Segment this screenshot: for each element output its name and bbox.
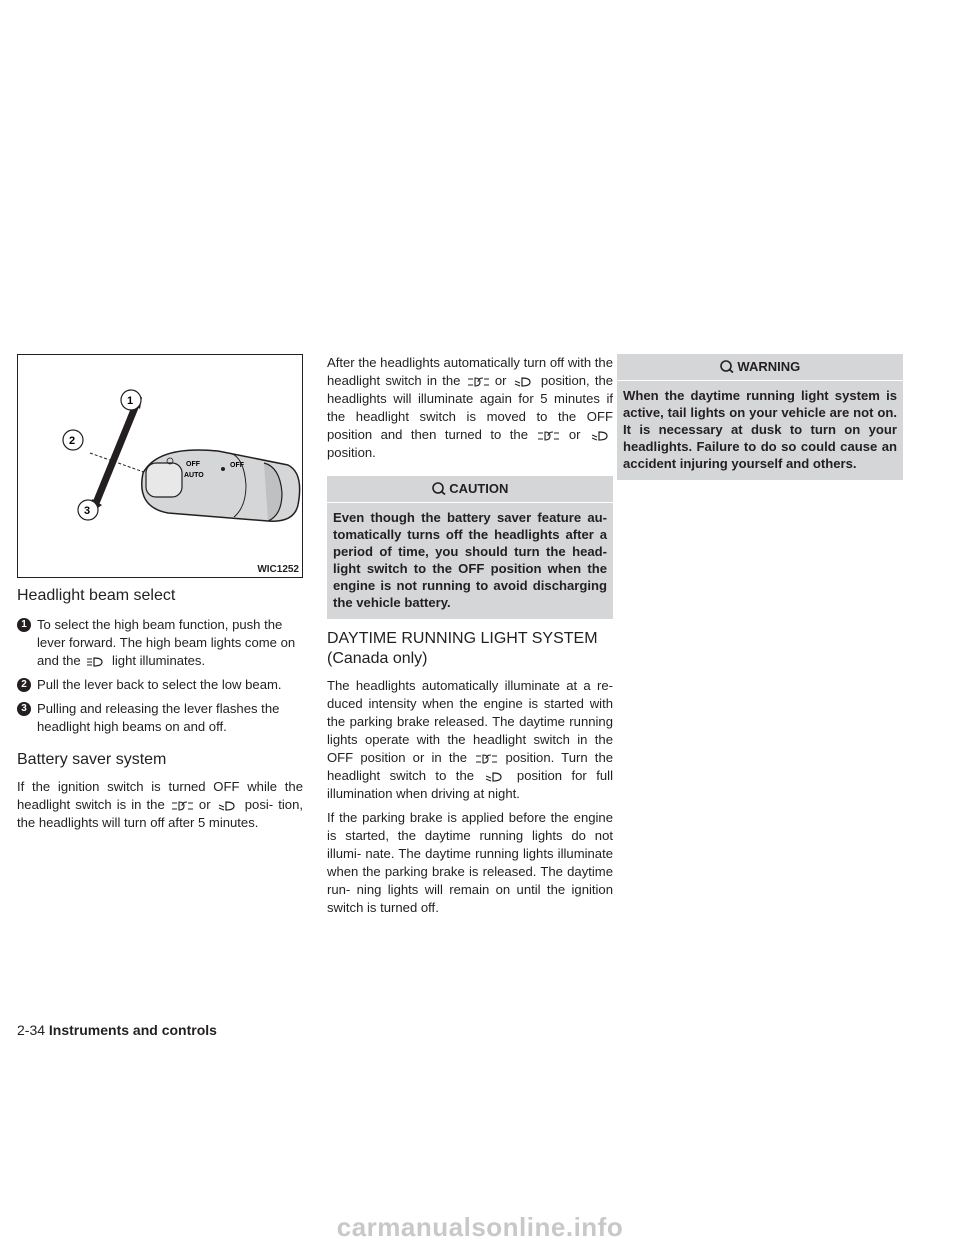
caution-text: Even though the battery saver feature au- tomatically turns off the headlights after a period of time, you should turn the head- light switch to the OFF position when the engine is not running to avoid discharging the vehicle battery.: [333, 510, 607, 610]
drl-paragraph-2: If the parking brake is applied before the engine is started, the daytime running lights do not illumi- nate. The daytime running lights illuminate when the parking brake is released. The daytime run- ning lights will remain on until the ignition switch is turned off.: [327, 810, 613, 915]
heading-headlight-beam-select: Headlight beam select: [17, 587, 176, 604]
drl-p1-text-a: The headlights automatically illuminate at a re- duced intensity when the engine is started with the parking brake released. The daytime running lights operate with the headlight switch in the OFF position or in the: [327, 678, 613, 765]
caution-box: [327, 476, 613, 619]
column-middle: [327, 354, 613, 917]
heading-battery-saver: Battery saver system: [17, 751, 167, 768]
column-left: [17, 354, 303, 832]
parking-light-icon: [466, 376, 490, 388]
list-item-1-text-b: light illuminates.: [111, 653, 206, 668]
headlight-switch-figure: [17, 354, 303, 578]
list-item-2: [17, 676, 303, 694]
heading-drl-line2: (Canada only): [327, 650, 428, 667]
caution-title-text: CAUTION: [449, 481, 509, 496]
headlight-lever-illustration: [18, 355, 302, 577]
column-right: [617, 354, 903, 480]
parking-light-icon: [536, 430, 560, 442]
headlight-icon: [216, 800, 240, 812]
callout-2-label: 2: [69, 435, 76, 447]
page-footer: [17, 1022, 217, 1038]
battery-p2-or: or: [494, 373, 507, 388]
switch-label-off: OFF: [186, 461, 200, 468]
list-item-3-text: Pulling and releasing the lever flashes the headlight high beams on and off.: [37, 701, 280, 734]
warning-box: [617, 354, 903, 480]
switch-label-off-2: OFF: [230, 462, 244, 469]
list-number-3: 3: [17, 702, 31, 716]
list-number-2: 2: [17, 678, 31, 692]
heading-drl-line1: DAYTIME RUNNING LIGHT SYSTEM: [327, 630, 598, 647]
parking-light-icon: [170, 800, 194, 812]
caution-title: [327, 476, 613, 503]
page-number: 2-34: [17, 1022, 46, 1038]
list-item-3: [17, 700, 303, 736]
headlight-icon: [589, 430, 613, 442]
list-item-1: [17, 616, 303, 670]
heading-drl: [327, 629, 613, 669]
drl-p1-text-b: position. Turn the headlight switch to the: [327, 750, 614, 783]
battery-p2-text-c: position.: [327, 445, 376, 460]
high-beam-icon: [84, 656, 108, 668]
warning-text: When the daytime running light system is active, tail lights on your vehicle are not on. It is necessary at dusk to turn on your headlights. Failure to do so could cause an accident injuring yourself and others.: [623, 388, 897, 471]
warning-title-text: WARNING: [737, 359, 801, 374]
callout-3-label: 3: [84, 505, 91, 517]
warning-title: [617, 354, 903, 381]
switch-label-auto: AUTO: [184, 472, 204, 479]
battery-saver-paragraph-2: [327, 354, 613, 462]
figure-code: WIC1252: [257, 564, 299, 575]
battery-p1-or: or: [198, 797, 211, 812]
battery-p1-text-a: If the ignition switch is turned OFF while the headlight switch is in the: [17, 779, 303, 812]
list-item-1-text-a: To select the high beam function, push the lever forward. The high beam lights come on and the: [37, 617, 296, 668]
caution-icon: [432, 482, 446, 495]
list-number-1: 1: [17, 618, 31, 632]
section-title: Instruments and controls: [48, 1022, 217, 1038]
drl-paragraph-1: [327, 677, 613, 803]
callout-1-label: 1: [127, 395, 134, 407]
parking-light-icon: [474, 753, 498, 765]
headlight-icon: [483, 771, 507, 783]
battery-p2-text-a: After the headlights automatically turn off with the headlight switch in the: [327, 355, 613, 388]
watermark: carmanualsonline.info: [336, 1212, 624, 1242]
battery-p1-text-b: posi- tion, the headlights will turn off after 5 minutes.: [17, 797, 303, 830]
headlight-icon: [512, 376, 536, 388]
warning-icon: [720, 360, 734, 373]
drl-p1-text-c: position for full illumination when driving at night.: [327, 768, 613, 801]
battery-p2-text-b: position, the headlights will illuminate again for 5 minutes if the headlight switch is moved to the OFF position and then turned to the: [327, 373, 614, 442]
battery-p2-or-2: or: [568, 427, 581, 442]
list-item-2-text: Pull the lever back to select the low beam.: [37, 677, 282, 692]
battery-saver-paragraph-1: [17, 778, 303, 832]
